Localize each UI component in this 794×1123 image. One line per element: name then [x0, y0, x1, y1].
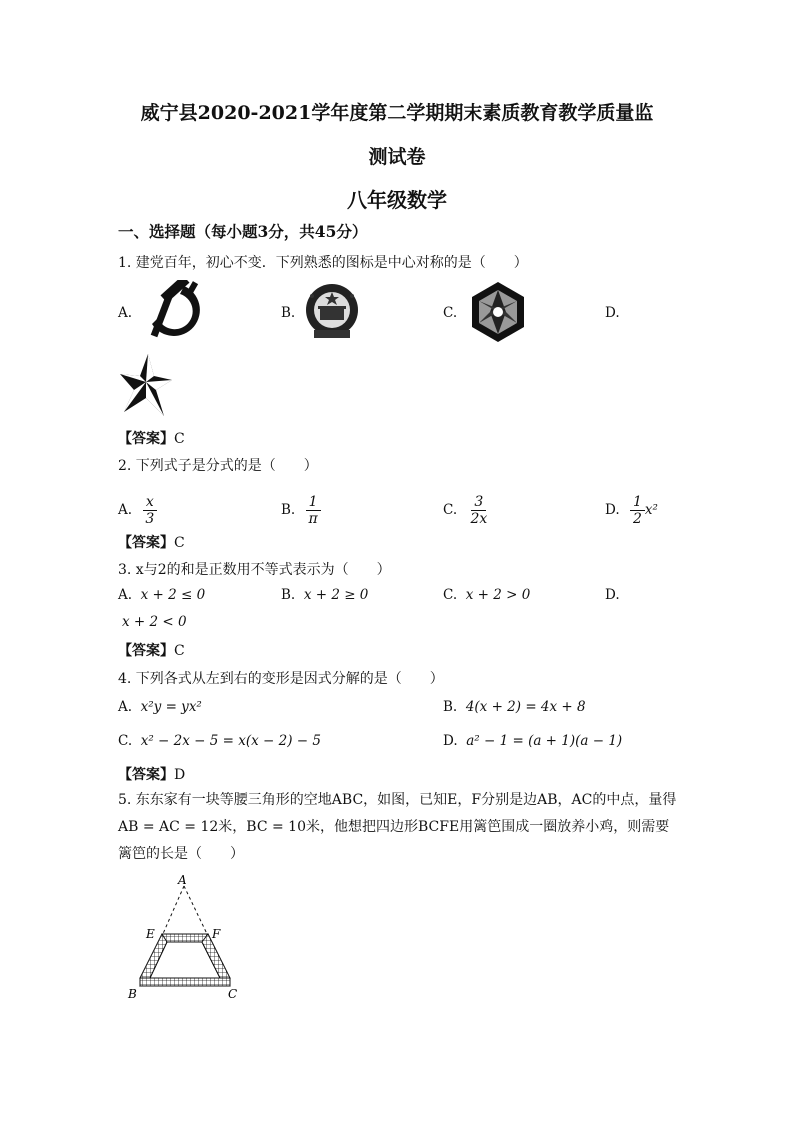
q4-option-c: C. x² − 2x − 5 = x(x − 2) − 5	[118, 733, 321, 749]
fraction: $\frac{x}{3}$	[142, 494, 157, 527]
answer-tag: 【答案】	[118, 643, 174, 659]
answer-value: C	[174, 535, 185, 551]
point-label-c: C	[228, 987, 238, 1001]
fraction: $\frac{3}{2x}$	[470, 494, 488, 527]
q4-answer	[118, 764, 185, 784]
q2-stem: 2. 下列式子是分式的是（ ）	[118, 458, 318, 474]
q4-stem: 4. 下列各式从左到右的变形是因式分解的是（ ）	[118, 671, 444, 687]
option-label: D.	[605, 502, 620, 518]
hammer-sickle-icon	[146, 280, 210, 348]
point-label-f: F	[212, 927, 221, 941]
q4-option-a: A. x²y = yx²	[118, 699, 202, 715]
answer-tag: 【答案】	[118, 431, 174, 447]
q2-option-d	[605, 494, 658, 527]
q3-option-a: A. x + 2 ≤ 0	[118, 587, 206, 603]
q3-answer	[118, 640, 185, 660]
q1-option-d-label: D.	[605, 305, 620, 321]
q1-option-b-label: B.	[281, 305, 296, 321]
q1-stem: 1. 建党百年，初心不变．下列熟悉的图标是中心对称的是（ ）	[118, 255, 528, 271]
q4-option-d: D. a² − 1 = (a + 1)(a − 1)	[443, 733, 623, 749]
q3-option-d-value: x + 2 < 0	[122, 614, 187, 630]
exam-title-line2: 测试卷	[368, 146, 426, 168]
q2-option-a	[118, 494, 157, 527]
fraction: $\frac{1}{\pi}$	[306, 494, 321, 527]
fraction: $\frac{1}{2}$	[630, 494, 645, 527]
q2-answer	[118, 532, 185, 552]
q3-option-d-label: D.	[605, 587, 620, 603]
q3-stem: 3. x与2的和是正数用不等式表示为（ ）	[118, 562, 391, 578]
answer-tag: 【答案】	[118, 767, 174, 783]
q3-option-c: C. x + 2 > 0	[443, 587, 531, 603]
q3-option-b: B. x + 2 ≥ 0	[281, 587, 369, 603]
answer-tag: 【答案】	[118, 535, 174, 551]
point-label-b: B	[128, 987, 137, 1001]
point-label-a: A	[178, 873, 187, 887]
q1-option-c-label: C.	[443, 305, 458, 321]
section-heading: 一、选择题（每小题3分，共45分）	[118, 222, 368, 241]
fraction-tail: x²	[644, 502, 658, 518]
answer-value: C	[174, 643, 185, 659]
q1-answer	[118, 428, 185, 448]
hexagon-pattern-icon	[466, 280, 530, 348]
q2-option-b	[281, 494, 321, 527]
triangle-fence-diagram	[122, 872, 252, 1006]
q2-option-c	[443, 494, 490, 527]
option-label: B.	[281, 502, 296, 518]
answer-value: C	[174, 431, 185, 447]
q1-option-a-label: A.	[118, 305, 133, 321]
answer-value: D	[174, 767, 186, 783]
option-label: C.	[443, 502, 458, 518]
point-label-e: E	[146, 927, 155, 941]
q4-option-b: B. 4(x + 2) = 4x + 8	[443, 699, 586, 715]
national-emblem-icon	[300, 280, 364, 348]
five-pointed-star-icon	[118, 352, 174, 424]
option-label: A.	[118, 502, 133, 518]
exam-title-line1: 威宁县2020-2021学年度第二学期期末素质教育教学质量监	[140, 102, 654, 124]
exam-subject: 八年级数学	[347, 188, 447, 212]
q5-stem: 5. 东东家有一块等腰三角形的空地ABC，如图，已知E，F分别是边AB，AC的中点，量得AB = AC = 12米，BC = 10米，他想把四边形BCFE用篱笆围成一圈放养小鸡，则需要篱笆的长是（ ）	[118, 792, 677, 862]
